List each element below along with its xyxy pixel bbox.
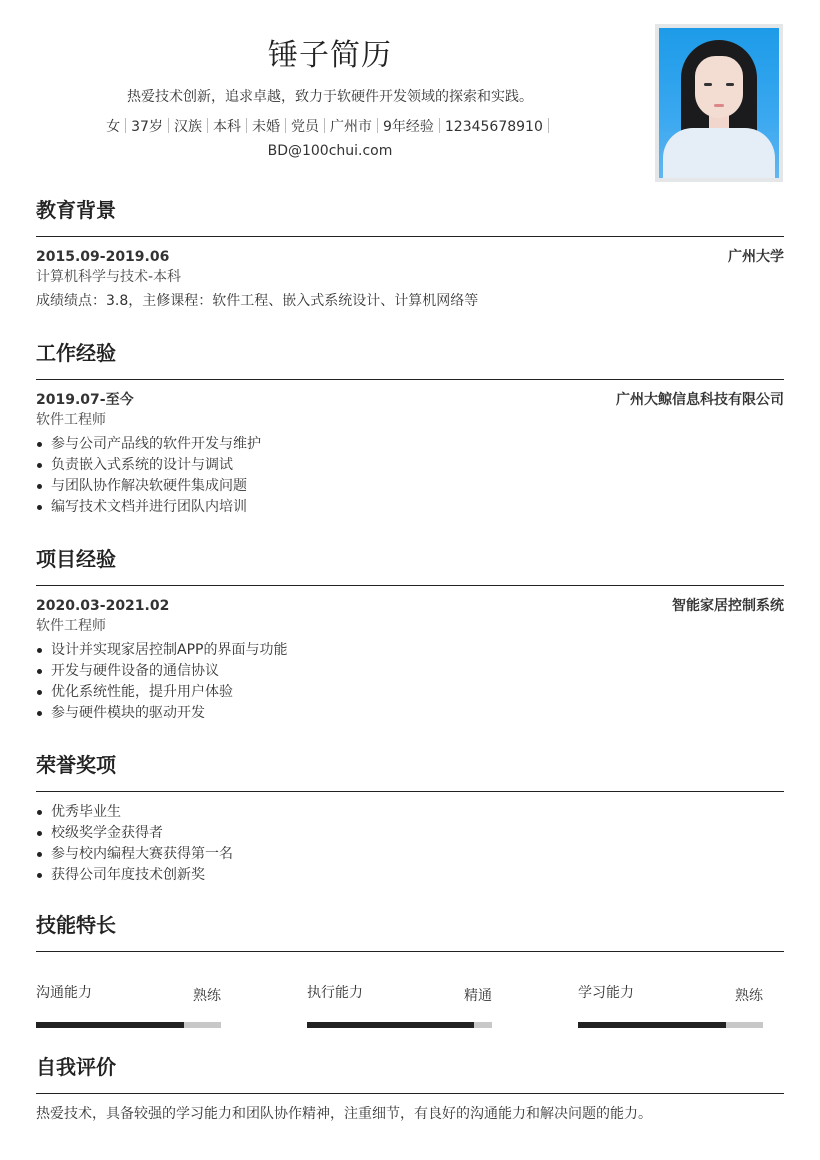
divider [324,118,325,133]
project-section [36,544,784,724]
project-duties [36,640,784,724]
divider [377,118,378,133]
list-item: 优化系统性能，提升用户体验 [36,682,784,703]
section-title: 教育背景 [36,198,116,222]
skill-progress-bar [578,1022,763,1028]
list-item: 校级奖学金获得者 [36,823,784,844]
resume-header [0,0,660,180]
work-company: 广州大鲸信息科技有限公司 [616,392,784,408]
info-ethnicity: 汉族 [173,119,202,135]
divider [125,118,126,133]
portrait-photo [655,24,783,182]
project-period: 2020.03-2021.02 [36,598,170,614]
awards-list [36,802,784,886]
list-item: 负责嵌入式系统的设计与调试 [36,455,784,476]
section-title: 荣誉奖项 [36,753,116,777]
info-experience: 9年经验 [382,119,434,135]
divider [168,118,169,133]
skill-level: 精通 [464,988,492,1004]
skills-list [36,952,784,1012]
divider [439,118,440,133]
info-gender: 女 [106,119,121,135]
info-degree: 本科 [212,119,241,135]
project-role: 软件工程师 [36,618,106,634]
divider [246,118,247,133]
awards-section [36,750,784,886]
education-major: 计算机科学与技术-本科 [36,269,182,285]
divider [207,118,208,133]
work-role: 软件工程师 [36,412,106,428]
skill-level: 熟练 [735,988,763,1004]
project-name: 智能家居控制系统 [672,598,784,614]
info-city: 广州市 [329,119,372,135]
list-item: 编写技术文档并进行团队内培训 [36,497,784,518]
personal-info [95,115,565,163]
work-duties [36,434,784,518]
skill-item [307,982,492,1022]
section-title: 技能特长 [36,913,116,937]
self-evaluation-section [36,1052,784,1125]
divider [548,118,549,133]
info-political: 党员 [290,119,319,135]
education-section [36,195,784,312]
section-divider [36,585,784,586]
skill-name: 沟通能力 [36,985,92,1001]
list-item: 获得公司年度技术创新奖 [36,865,784,886]
work-period: 2019.07-至今 [36,392,134,408]
list-item: 优秀毕业生 [36,802,784,823]
skills-section [36,910,784,1012]
skill-item [578,982,763,1022]
self-evaluation-text: 热爱技术，具备较强的学习能力和团队协作精神，注重细节，有良好的沟通能力和解决问题的能力。 [36,1106,652,1122]
education-period: 2015.09-2019.06 [36,249,170,265]
skill-progress-bar [36,1022,221,1028]
resume-title: 锤子简历 [268,38,392,73]
section-title: 自我评价 [36,1055,116,1079]
work-section [36,338,784,518]
section-divider [36,1093,784,1094]
skill-item [36,982,221,1022]
list-item: 参与硬件模块的驱动开发 [36,703,784,724]
section-divider [36,791,784,792]
list-item: 开发与硬件设备的通信协议 [36,661,784,682]
list-item: 参与公司产品线的软件开发与维护 [36,434,784,455]
list-item: 设计并实现家居控制APP的界面与功能 [36,640,784,661]
info-email: BD@100chui.com [267,143,393,159]
list-item: 与团队协作解决软硬件集成问题 [36,476,784,497]
info-phone: 12345678910 [444,119,543,135]
skill-name: 执行能力 [307,985,363,1001]
info-marital: 未婚 [251,119,280,135]
divider [285,118,286,133]
skill-progress-bar [307,1022,492,1028]
section-divider [36,236,784,237]
list-item: 参与校内编程大赛获得第一名 [36,844,784,865]
section-divider [36,379,784,380]
education-detail: 成绩绩点：3.8，主修课程：软件工程、嵌入式系统设计、计算机网络等 [36,293,479,309]
skill-level: 熟练 [193,988,221,1004]
info-age: 37岁 [131,119,163,135]
section-title: 项目经验 [36,547,116,571]
motto: 热爱技术创新，追求卓越，致力于软硬件开发领域的探索和实践。 [127,89,533,105]
education-school: 广州大学 [728,249,784,265]
skill-name: 学习能力 [578,985,634,1001]
section-title: 工作经验 [36,341,116,365]
